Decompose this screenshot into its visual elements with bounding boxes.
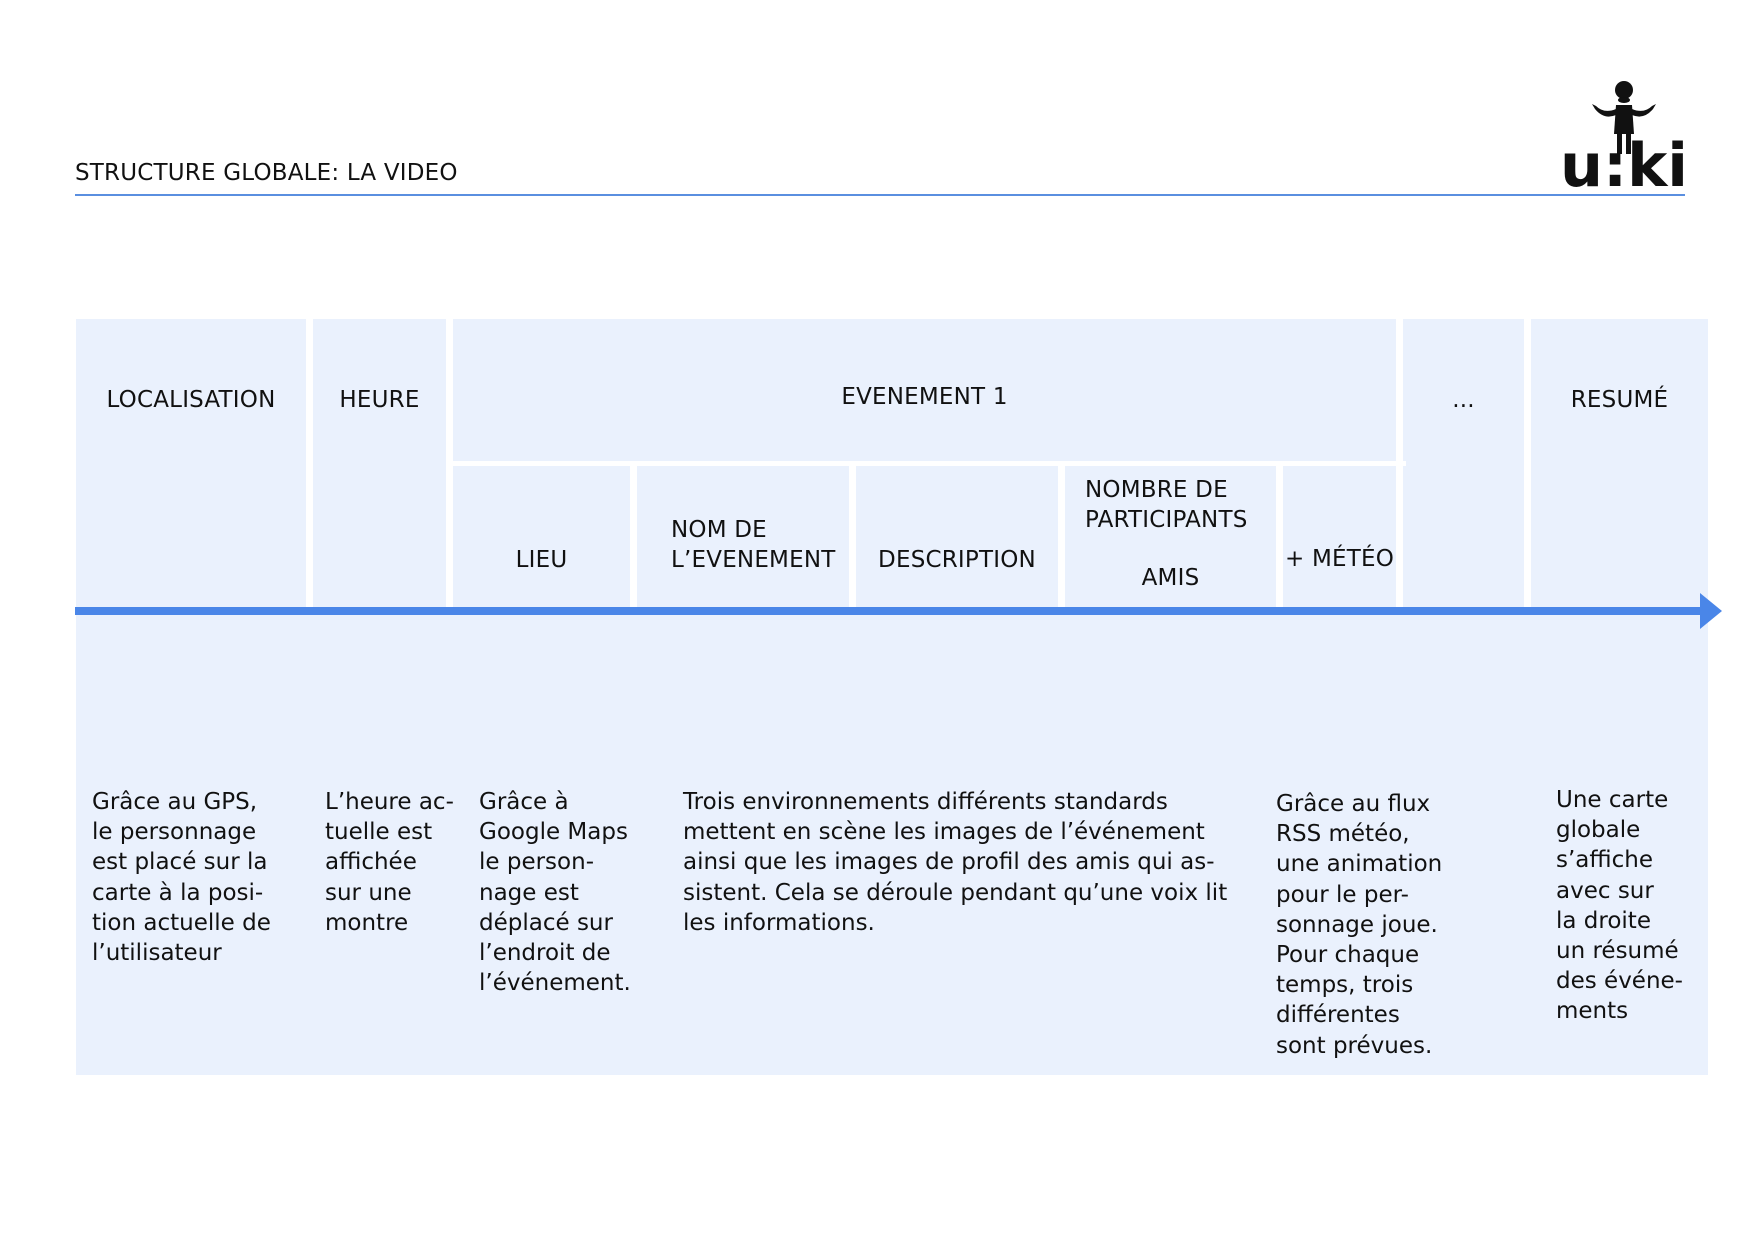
desc-localisation: Grâce au GPS, le personnage est placé sur la carte à la posi- tion actuelle de l’utilisateur xyxy=(92,789,271,967)
uki-logo xyxy=(1558,78,1690,190)
subcolumn-divider xyxy=(1058,466,1065,607)
timeline-arrow-head xyxy=(1700,593,1722,629)
section-heure: HEURE xyxy=(339,387,420,413)
logo-text: u:ki xyxy=(1560,131,1688,190)
timeline-band xyxy=(76,319,1708,1075)
title-divider xyxy=(75,194,1685,196)
event-part-lieu: LIEU xyxy=(515,547,568,573)
column-divider xyxy=(446,319,453,607)
timeline-arrow xyxy=(75,607,1707,615)
section-ellipsis: ... xyxy=(1452,387,1475,413)
event-part-description: DESCRIPTION xyxy=(878,547,1036,573)
section-evenement: EVENEMENT 1 xyxy=(841,384,1008,410)
event-part-participants: NOMBRE DE PARTICIPANTS xyxy=(1085,477,1248,533)
page-title: STRUCTURE GLOBALE: LA VIDEO xyxy=(75,160,458,186)
desc-lieu: Grâce à Google Maps le person- nage est déplacé sur l’endroit de l’événement. xyxy=(479,789,631,997)
column-divider xyxy=(1524,319,1531,607)
desc-evenement: Trois environnements différents standards mettent en scène les images de l’événement ainsi que les images de profil des amis qui as- sistent. Cela se déroule pendant qu’une voix lit les informations. xyxy=(683,789,1228,936)
section-localisation: LOCALISATION xyxy=(106,387,276,413)
desc-heure: L’heure ac- tuelle est affichée sur une montre xyxy=(325,789,454,936)
section-resume: RESUMÉ xyxy=(1570,387,1669,413)
subcolumn-divider xyxy=(630,466,637,607)
column-divider xyxy=(306,319,313,607)
desc-resume: Une carte globale s’affiche avec sur la droite un résumé des événe- ments xyxy=(1556,787,1683,1025)
event-part-amis: AMIS xyxy=(1141,565,1200,591)
desc-meteo: Grâce au flux RSS météo, une animation pour le per- sonnage joue. Pour chaque temps, trois différentes sont prévues. xyxy=(1276,791,1443,1059)
event-header-divider xyxy=(453,461,1406,466)
subcolumn-divider xyxy=(1276,466,1283,607)
subcolumn-divider xyxy=(849,466,856,607)
event-part-meteo: + MÉTÉO xyxy=(1284,546,1395,572)
event-part-nom: NOM DE L’EVENEMENT xyxy=(671,517,836,573)
